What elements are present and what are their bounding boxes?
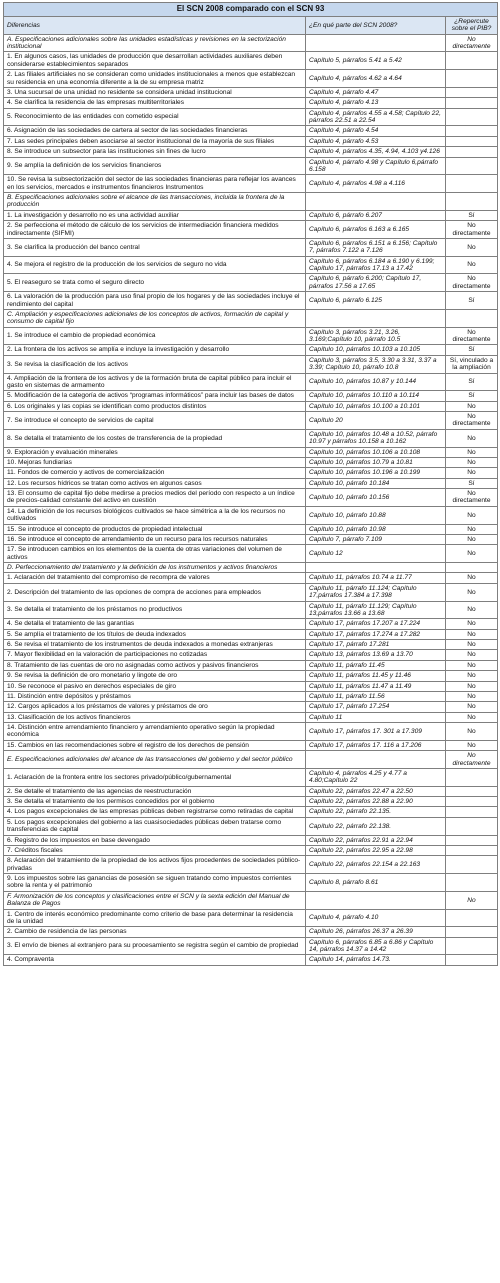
table-row — [4, 136, 498, 146]
table-row — [4, 292, 498, 310]
table-row — [4, 87, 498, 97]
difference-cell: 14. Distinción entre arrendamiento financiero y arrendamiento operativo según la propiedad económica — [4, 723, 306, 741]
gdp-impact-cell — [446, 856, 498, 874]
reference-cell: Capítulo 10, párrafos 10.196 a 10.199 — [306, 468, 446, 478]
table-row — [4, 489, 498, 507]
difference-cell: 11. Distinción entre depósitos y préstamos — [4, 691, 306, 701]
difference-cell: 12. Cargos aplicados a los préstamos de valores y préstamos de oro — [4, 702, 306, 712]
difference-cell: 6. Asignación de las sociedades de cartera al sector de las sociedades financieras — [4, 126, 306, 136]
table-row — [4, 874, 498, 892]
table-row — [4, 534, 498, 544]
gdp-impact-cell: No — [446, 238, 498, 256]
reference-cell — [306, 563, 446, 573]
gdp-impact-cell — [446, 309, 498, 327]
comparison-table-wrapper — [3, 2, 497, 966]
table-row — [4, 478, 498, 488]
table-row — [4, 429, 498, 447]
reference-cell: Capítulo 4, párrafo 4.47 — [306, 87, 446, 97]
gdp-impact-cell: No — [446, 534, 498, 544]
reference-cell: Capítulo 10, párrafos 10.79 a 10.81 — [306, 457, 446, 467]
reference-cell: Capítulo 11, párrafo 11.45 — [306, 660, 446, 670]
reference-cell: Capítulo 11, párrafo 11.129; Capítulo 13,párrafos 13.66 a 13.68 — [306, 601, 446, 619]
table-row — [4, 274, 498, 292]
reference-cell: Capítulo 26, párrafos 26.37 a 26.39 — [306, 927, 446, 937]
table-row — [4, 937, 498, 955]
difference-cell: 12. Los recursos hídricos se tratan como activos en algunos casos — [4, 478, 306, 488]
table-row — [4, 856, 498, 874]
difference-cell: 7. Las sedes principales deben asociarse al sector institucional de la mayoría de sus filiales — [4, 136, 306, 146]
difference-cell: A. Especificaciones adicionales sobre las unidades estadísticas y revisiones en la sectorización institucional — [4, 34, 306, 52]
table-row — [4, 909, 498, 927]
difference-cell: 1. La investigación y desarrollo no es una actividad auxiliar — [4, 210, 306, 220]
table-row — [4, 221, 498, 239]
gdp-impact-cell — [446, 797, 498, 807]
gdp-impact-cell — [446, 874, 498, 892]
reference-cell: Capítulo 4, párrafos 4.98 a 4.116 — [306, 175, 446, 193]
gdp-impact-cell: No — [446, 583, 498, 601]
reference-cell: Capítulo 11, párrafos 11.47 a 11.49 — [306, 681, 446, 691]
table-row — [4, 723, 498, 741]
table-row — [4, 691, 498, 701]
difference-cell: 8. Aclaración del tratamiento de la propiedad de los activos fijos procedentes de sociedades público-privadas — [4, 856, 306, 874]
difference-cell: 9. Exploración y evaluación minerales — [4, 447, 306, 457]
gdp-impact-cell — [446, 835, 498, 845]
reference-cell: Capítulo 11, párrafo 11.56 — [306, 691, 446, 701]
difference-cell: F. Armonización de los conceptos y clasificaciones entre el SCN y la sexta edición del Manual de Balanza de Pagos — [4, 891, 306, 909]
table-row — [4, 786, 498, 796]
section-row — [4, 193, 498, 211]
table-row — [4, 835, 498, 845]
table-row — [4, 660, 498, 670]
difference-cell: 1. Aclaración de la frontera entre los sectores privado/público/gubernamental — [4, 768, 306, 786]
gdp-impact-cell — [446, 909, 498, 927]
gdp-impact-cell: No directamente — [446, 751, 498, 769]
table-row — [4, 126, 498, 136]
difference-cell: 11. Fondos de comercio y activos de comercialización — [4, 468, 306, 478]
gdp-impact-cell: No — [446, 545, 498, 563]
difference-cell: 8. Tratamiento de las cuentas de oro no asignadas como activos y pasivos financieros — [4, 660, 306, 670]
gdp-impact-cell: No — [446, 401, 498, 411]
difference-cell: 14. La definición de los recursos biológicos cultivados se hace simétrica a la de los recursos no cultivados — [4, 506, 306, 524]
reference-cell: Capítulo 22, párrafos 22.91 a 22.94 — [306, 835, 446, 845]
reference-cell: Capítulo 4, párrafo 4.10 — [306, 909, 446, 927]
table-row — [4, 373, 498, 391]
reference-cell: Capítulo 10, párrafos 10.87 y 10.144 — [306, 373, 446, 391]
gdp-impact-cell: Sí — [446, 345, 498, 355]
difference-cell: 2. Las filiales artificiales no se consideran como unidades institucionales a menos que establezcan su residencia en una economía diferente a la de su empresa matriz — [4, 70, 306, 88]
gdp-impact-cell: No — [446, 681, 498, 691]
difference-cell: E. Especificaciones adicionales del alcance de las transacciones del gobierno y del sector público — [4, 751, 306, 769]
difference-cell: 3. Se detalla el tratamiento de los permisos concedidos por el gobierno — [4, 797, 306, 807]
reference-cell: Capítulo 6, párrafo 6.200; Capítulo 17, párrafos 17.56 a 17.65 — [306, 274, 446, 292]
difference-cell: 5. Modificación de la categoría de activos “programas informáticos” para incluir las bases de datos — [4, 391, 306, 401]
table-row — [4, 817, 498, 835]
reference-cell: Capítulo 6, párrafos 6.184 a 6.190 y 6.199; Capítulo 17, párrafos 17.13 a 17.42 — [306, 256, 446, 274]
gdp-impact-cell: No — [446, 660, 498, 670]
table-row — [4, 601, 498, 619]
gdp-impact-cell: No — [446, 601, 498, 619]
reference-cell: Capítulo 10, párrafo 10.88 — [306, 506, 446, 524]
table-row — [4, 740, 498, 750]
difference-cell: 4. Se mejora el registro de la producción de los servicios de seguro no vida — [4, 256, 306, 274]
difference-cell: 5. Los pagos excepcionales del gobierno a las cuasisociedades públicas deben tratarse como transferencias de capital — [4, 817, 306, 835]
reference-cell: Capítulo 10, párrafos 10.100 a 10.101 — [306, 401, 446, 411]
reference-cell: Capítulo 7, párrafo 7.109 — [306, 534, 446, 544]
difference-cell: 16. Se introduce el concepto de arrendamiento de un recurso para los recursos naturales — [4, 534, 306, 544]
difference-cell: 3. Una sucursal de una unidad no residente se considera unidad institucional — [4, 87, 306, 97]
table-row — [4, 681, 498, 691]
table-row — [4, 955, 498, 965]
table-row — [4, 712, 498, 722]
reference-cell: Capítulo 10, párrafo 10.184 — [306, 478, 446, 488]
gdp-impact-cell — [446, 108, 498, 126]
table-row — [4, 98, 498, 108]
reference-cell: Capítulo 6, párrafo 6.125 — [306, 292, 446, 310]
table-row — [4, 506, 498, 524]
table-row — [4, 524, 498, 534]
table-row — [4, 927, 498, 937]
difference-cell: 8. Se introduce un subsector para las instituciones sin fines de lucro — [4, 147, 306, 157]
section-row — [4, 563, 498, 573]
gdp-impact-cell — [446, 136, 498, 146]
difference-cell: 10. Se revisa la subsectorización del sector de las sociedades financieras para reflejar los avances en los servicios, mercados e instrumentos financieros Instrumentos — [4, 175, 306, 193]
gdp-impact-cell: No — [446, 573, 498, 583]
difference-cell: 15. Se introduce el concepto de productos de propiedad intelectual — [4, 524, 306, 534]
table-row — [4, 468, 498, 478]
difference-cell: 4. Los pagos excepcionales de las empresas públicas deben registrarse como retiradas de capital — [4, 807, 306, 817]
table-row — [4, 345, 498, 355]
gdp-impact-cell: No — [446, 629, 498, 639]
gdp-impact-cell: No directamente — [446, 274, 498, 292]
difference-cell: D. Perfeccionamiento del tratamiento y la definición de los instrumentos y activos financieros — [4, 563, 306, 573]
difference-cell: 4. Ampliación de la frontera de los activos y de la formación bruta de capital público para incluir el gasto en sistemas de armamento — [4, 373, 306, 391]
reference-cell: Capítulo 17, párrafos 17. 301 a 17.309 — [306, 723, 446, 741]
comparison-table — [3, 2, 498, 966]
difference-cell: 2. La frontera de los activos se amplía e incluye la investigación y desarrollo — [4, 345, 306, 355]
gdp-impact-cell: No — [446, 256, 498, 274]
reference-cell: Capítulo 17, párrafo 17.281 — [306, 640, 446, 650]
gdp-impact-cell — [446, 175, 498, 193]
header-location: ¿En qué parte del SCN 2008? — [306, 16, 446, 34]
difference-cell: 5. Se amplía el tratamiento de los títulos de deuda indexados — [4, 629, 306, 639]
gdp-impact-cell: No — [446, 429, 498, 447]
difference-cell: 1. Aclaración del tratamiento del compromiso de recompra de valores — [4, 573, 306, 583]
table-row — [4, 583, 498, 601]
reference-cell: Capítulo 22, párrafos 22.47 a 22.50 — [306, 786, 446, 796]
table-row — [4, 391, 498, 401]
reference-cell: Capítulo 10, párrafo 10.98 — [306, 524, 446, 534]
reference-cell: Capítulo 22, párrafo 22.135. — [306, 807, 446, 817]
difference-cell: 7. Mayor flexibilidad en la valoración de participaciones no cotizadas — [4, 650, 306, 660]
table-row — [4, 256, 498, 274]
gdp-impact-cell: Sí — [446, 292, 498, 310]
table-row — [4, 797, 498, 807]
difference-cell: 4. Se detalla el tratamiento de las garantías — [4, 619, 306, 629]
difference-cell: 15. Cambios en las recomendaciones sobre el registro de los derechos de pensión — [4, 740, 306, 750]
difference-cell: 1. Centro de interés económico predominante como criterio de base para determinar la residencia de la unidad — [4, 909, 306, 927]
gdp-impact-cell: No — [446, 671, 498, 681]
gdp-impact-cell: No — [446, 640, 498, 650]
difference-cell: 1. Se introduce el cambio de propiedad económica — [4, 327, 306, 345]
gdp-impact-cell: No — [446, 447, 498, 457]
difference-cell: 5. Reconocimiento de las entidades con cometido especial — [4, 108, 306, 126]
table-body — [4, 34, 498, 965]
reference-cell: Capítulo 14, párrafos 14.73. — [306, 955, 446, 965]
reference-cell: Capítulo 10, párrafos 10.48 a 10.52, párrafo 10.97 y párrafos 10.158 a 10.162 — [306, 429, 446, 447]
gdp-impact-cell — [446, 563, 498, 573]
gdp-impact-cell: No directamente — [446, 34, 498, 52]
gdp-impact-cell: No — [446, 457, 498, 467]
gdp-impact-cell — [446, 70, 498, 88]
difference-cell: 9. Se revisa la definición de oro monetario y lingote de oro — [4, 671, 306, 681]
gdp-impact-cell — [446, 937, 498, 955]
gdp-impact-cell: Sí — [446, 478, 498, 488]
reference-cell: Capítulo 4, párrafo 4.53 — [306, 136, 446, 146]
gdp-impact-cell — [446, 126, 498, 136]
gdp-impact-cell: No — [446, 740, 498, 750]
difference-cell: 4. Se clarifica la residencia de las empresas multiterritoriales — [4, 98, 306, 108]
difference-cell: 8. Se detalla el tratamiento de los costes de transferencia de la propiedad — [4, 429, 306, 447]
reference-cell: Capítulo 4, párrafos 4.35, 4.94, 4.103 y4.126 — [306, 147, 446, 157]
gdp-impact-cell: No — [446, 891, 498, 909]
reference-cell: Capítulo 8, párrafo 8.61 — [306, 874, 446, 892]
reference-cell: Capítulo 3, párrafos 3.5, 3.30 a 3.31, 3.37 a 3.39; Capítulo 10, párrafo 10.8 — [306, 355, 446, 373]
reference-cell: Capítulo 11, párrafos 11.45 y 11.46 — [306, 671, 446, 681]
reference-cell — [306, 193, 446, 211]
gdp-impact-cell: No — [446, 702, 498, 712]
table-row — [4, 210, 498, 220]
reference-cell: Capítulo 22, párrafos 22.154 a 22.163 — [306, 856, 446, 874]
section-row — [4, 891, 498, 909]
gdp-impact-cell: No — [446, 524, 498, 534]
gdp-impact-cell: No — [446, 691, 498, 701]
gdp-impact-cell — [446, 927, 498, 937]
difference-cell: 6. La valoración de la producción para uso final propio de los hogares y de las sociedades incluye el rendimiento del capital — [4, 292, 306, 310]
difference-cell: 2. Se perfecciona el método de cálculo de los servicios de intermediación financiera medidos indirectamente (SIFMI) — [4, 221, 306, 239]
difference-cell: 17. Se introducen cambios en los elementos de la cuenta de otras variaciones del volumen de activos — [4, 545, 306, 563]
column-header-row — [4, 16, 498, 34]
difference-cell: 10. Se reconoce el pasivo en derechos especiales de giro — [4, 681, 306, 691]
reference-cell: Capítulo 10, párrafos 10.103 a 10.105 — [306, 345, 446, 355]
reference-cell: Capítulo 22, párrafos 22.88 a 22.90 — [306, 797, 446, 807]
reference-cell: Capítulo 4, párrafo 4.98 y Capítulo 6,párrafo 6.158 — [306, 157, 446, 175]
header-gdp-impact: ¿Repercute sobre el PIB? — [446, 16, 498, 34]
reference-cell: Capítulo 17, párrafos 17.207 a 17.224 — [306, 619, 446, 629]
gdp-impact-cell — [446, 955, 498, 965]
difference-cell: 10. Mejoras fundiarias — [4, 457, 306, 467]
reference-cell: Capítulo 6, párrafos 6.85 a 6.86 y Capítulo 14, párrafos 14.37 a 14.42 — [306, 937, 446, 955]
difference-cell: 3. Se revisa la clasificación de los activos — [4, 355, 306, 373]
difference-cell: 13. El consumo de capital fijo debe medirse a precios medios del período con respecto a un índice de precios-calidad constante del activo en cuestión — [4, 489, 306, 507]
gdp-impact-cell — [446, 98, 498, 108]
reference-cell: Capítulo 12 — [306, 545, 446, 563]
table-row — [4, 108, 498, 126]
reference-cell: Capítulo 11 — [306, 712, 446, 722]
reference-cell: Capítulo 20 — [306, 412, 446, 430]
difference-cell: 3. Se clarifica la producción del banco central — [4, 238, 306, 256]
reference-cell: Capítulo 6, párrafos 6.163 a 6.165 — [306, 221, 446, 239]
table-row — [4, 640, 498, 650]
reference-cell: Capítulo 5, párrafos 5.41 a 5.42 — [306, 52, 446, 70]
reference-cell — [306, 34, 446, 52]
section-row — [4, 751, 498, 769]
table-row — [4, 845, 498, 855]
gdp-impact-cell — [446, 147, 498, 157]
reference-cell: Capítulo 22, párrafo 22.138. — [306, 817, 446, 835]
reference-cell — [306, 751, 446, 769]
reference-cell: Capítulo 10, párrafos 10.110 a 10.114 — [306, 391, 446, 401]
reference-cell: Capítulo 6, párrafo 6.207 — [306, 210, 446, 220]
difference-cell: 13. Clasificación de los activos financieros — [4, 712, 306, 722]
table-row — [4, 238, 498, 256]
gdp-impact-cell: No directamente — [446, 327, 498, 345]
reference-cell: Capítulo 4, párrafos 4.25 y 4.77 a 4.80;Capítulo 22 — [306, 768, 446, 786]
section-row — [4, 34, 498, 52]
reference-cell — [306, 309, 446, 327]
difference-cell: 4. Compraventa — [4, 955, 306, 965]
reference-cell: Capítulo 17, párrafos 17.274 a 17.282 — [306, 629, 446, 639]
gdp-impact-cell: Sí — [446, 391, 498, 401]
table-title: El SCN 2008 comparado con el SCN 93 — [4, 3, 498, 17]
gdp-impact-cell — [446, 52, 498, 70]
gdp-impact-cell: Sí — [446, 210, 498, 220]
reference-cell: Capítulo 10, párrafo 10.156 — [306, 489, 446, 507]
difference-cell: 6. Se revisa el tratamiento de los instrumentos de deuda indexados a monedas extranjeras — [4, 640, 306, 650]
gdp-impact-cell — [446, 807, 498, 817]
reference-cell: Capítulo 17, párrafos 17. 116 a 17.206 — [306, 740, 446, 750]
gdp-impact-cell: No — [446, 712, 498, 722]
difference-cell: 3. El envío de bienes al extranjero para su procesamiento se registra según el cambio de propiedad — [4, 937, 306, 955]
reference-cell: Capítulo 10, párrafos 10.106 a 10.108 — [306, 447, 446, 457]
difference-cell: 1. En algunos casos, las unidades de producción que desarrollan actividades auxiliares deben considerarse establecimientos separados — [4, 52, 306, 70]
table-row — [4, 147, 498, 157]
gdp-impact-cell: No — [446, 506, 498, 524]
difference-cell: 3. Se detalla el tratamiento de los préstamos no productivos — [4, 601, 306, 619]
table-row — [4, 768, 498, 786]
difference-cell: 6. Los originales y las copias se identifican como productos distintos — [4, 401, 306, 411]
gdp-impact-cell — [446, 817, 498, 835]
difference-cell: 2. Cambio de residencia de las personas — [4, 927, 306, 937]
table-row — [4, 327, 498, 345]
reference-cell: Capítulo 4, párrafo 4.13 — [306, 98, 446, 108]
reference-cell: Capítulo 22, párrafos 22.95 a 22.98 — [306, 845, 446, 855]
reference-cell: Capítulo 4, párrafo 4.54 — [306, 126, 446, 136]
gdp-impact-cell: No directamente — [446, 221, 498, 239]
reference-cell: Capítulo 11, párrafo 11.124; Capítulo 17,párrafos 17.384 a 17.398 — [306, 583, 446, 601]
gdp-impact-cell — [446, 845, 498, 855]
gdp-impact-cell: No directamente — [446, 412, 498, 430]
reference-cell: Capítulo 11, párrafos 10.74 a 11.77 — [306, 573, 446, 583]
difference-cell: 2. Descripción del tratamiento de las opciones de compra de acciones para empleados — [4, 583, 306, 601]
difference-cell: 6. Registro de los impuestos en base devengado — [4, 835, 306, 845]
table-row — [4, 671, 498, 681]
gdp-impact-cell: Sí, vinculado a la ampliación — [446, 355, 498, 373]
table-row — [4, 619, 498, 629]
difference-cell: C. Ampliación y especificaciones adicionales de los conceptos de activos, formación de capital y consumo de capital fijo — [4, 309, 306, 327]
difference-cell: 2. Se detalle el tratamiento de las agencias de reestructuración — [4, 786, 306, 796]
difference-cell: 5. El reaseguro se trata como el seguro directo — [4, 274, 306, 292]
gdp-impact-cell — [446, 157, 498, 175]
table-row — [4, 175, 498, 193]
table-row — [4, 573, 498, 583]
difference-cell: 9. Se amplía la definición de los servicios financieros — [4, 157, 306, 175]
table-row — [4, 629, 498, 639]
gdp-impact-cell — [446, 193, 498, 211]
table-row — [4, 457, 498, 467]
table-row — [4, 157, 498, 175]
gdp-impact-cell: No — [446, 723, 498, 741]
gdp-impact-cell: Sí — [446, 373, 498, 391]
gdp-impact-cell: No — [446, 619, 498, 629]
reference-cell: Capítulo 4, párrafos 4.55 a 4.58; Capítulo 22, párrafos 22.51 a 22.54 — [306, 108, 446, 126]
gdp-impact-cell — [446, 768, 498, 786]
reference-cell: Capítulo 6, párrafos 6.151 a 6.156; Capítulo 7, párrafos 7.122 a 7.126 — [306, 238, 446, 256]
gdp-impact-cell: No — [446, 650, 498, 660]
difference-cell: 7. Se introduce el concepto de servicios de capital — [4, 412, 306, 430]
reference-cell — [306, 891, 446, 909]
table-row — [4, 52, 498, 70]
gdp-impact-cell — [446, 87, 498, 97]
table-row — [4, 447, 498, 457]
gdp-impact-cell — [446, 786, 498, 796]
reference-cell: Capítulo 13, párrafos 13.69 a 13.70 — [306, 650, 446, 660]
reference-cell: Capítulo 4, párrafos 4.62 a 4.64 — [306, 70, 446, 88]
difference-cell: B. Especificaciones adicionales sobre el alcance de las transacciones, incluida la frontera de la producción — [4, 193, 306, 211]
difference-cell: 9. Los impuestos sobre las ganancias de posesión se siguen tratando como impuestos corrientes sobre la renta y el patrimonio — [4, 874, 306, 892]
table-row — [4, 702, 498, 712]
gdp-impact-cell: No directamente — [446, 489, 498, 507]
gdp-impact-cell: No — [446, 468, 498, 478]
table-row — [4, 650, 498, 660]
section-row — [4, 309, 498, 327]
difference-cell: 7. Créditos fiscales — [4, 845, 306, 855]
header-differences: Diferencias — [4, 16, 306, 34]
table-row — [4, 807, 498, 817]
table-row — [4, 355, 498, 373]
reference-cell: Capítulo 17, párrafo 17.254 — [306, 702, 446, 712]
table-row — [4, 401, 498, 411]
table-row — [4, 545, 498, 563]
table-row — [4, 70, 498, 88]
table-row — [4, 412, 498, 430]
reference-cell: Capítulo 3, párrafos 3.21, 3.26, 3.169;Capítulo 10, párrafo 10.5 — [306, 327, 446, 345]
